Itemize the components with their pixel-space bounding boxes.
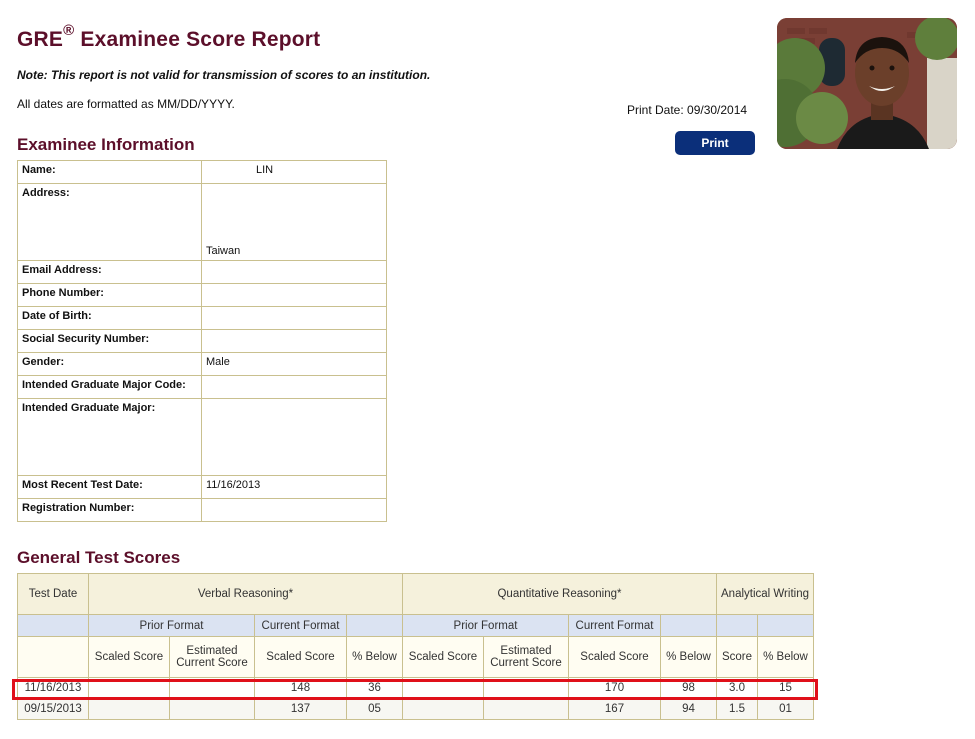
blank-cell	[18, 615, 89, 637]
address-label: Address:	[18, 184, 202, 261]
blank-cell	[661, 615, 717, 637]
row-verbal-prior	[89, 678, 170, 699]
address-value: Taiwan	[202, 184, 387, 261]
phone-value	[202, 284, 387, 307]
name-value: LIN	[202, 161, 387, 184]
quant-current-scaled-header: Scaled Score	[569, 637, 661, 678]
row-quant-below: 98	[661, 678, 717, 699]
print-date: Print Date: 09/30/2014	[627, 103, 748, 117]
verbal-header: Verbal Reasoning*	[89, 574, 403, 615]
verbal-current-scaled-header: Scaled Score	[255, 637, 347, 678]
page-title: GRE® Examinee Score Report	[17, 22, 321, 51]
quant-scaled-header: Scaled Score	[403, 637, 484, 678]
major-code-value	[202, 376, 387, 399]
table-row	[18, 284, 387, 307]
table-row	[18, 307, 387, 330]
general-scores-heading: General Test Scores	[17, 548, 181, 567]
gender-value: Male	[202, 353, 387, 376]
ssn-value	[202, 330, 387, 353]
row-date: 09/15/2013	[18, 699, 89, 720]
row-quant-prior	[403, 678, 484, 699]
blank-cell	[18, 637, 89, 678]
row-verbal-below: 36	[347, 678, 403, 699]
blank-cell	[717, 615, 758, 637]
table-row	[18, 353, 387, 376]
table-row	[18, 699, 814, 720]
general-scores-table	[17, 573, 814, 720]
verbal-estimated-header: Estimated Current Score	[170, 637, 255, 678]
table-column-row	[18, 637, 814, 678]
row-quant-est	[484, 678, 569, 699]
table-row	[18, 161, 387, 184]
email-value	[202, 261, 387, 284]
row-verbal-prior	[89, 699, 170, 720]
recent-test-date-value: 11/16/2013	[202, 476, 387, 499]
row-date: 11/16/2013	[18, 678, 89, 699]
row-verbal-est	[170, 699, 255, 720]
row-writing-below: 01	[758, 699, 814, 720]
dob-label: Date of Birth:	[18, 307, 202, 330]
row-writing-score: 1.5	[717, 699, 758, 720]
table-row	[18, 261, 387, 284]
registration-number-value	[202, 499, 387, 522]
quant-prior-format-header: Prior Format	[403, 615, 569, 637]
row-quant-scaled: 167	[569, 699, 661, 720]
table-row	[18, 499, 387, 522]
verbal-current-format-header: Current Format	[255, 615, 347, 637]
verbal-below-header: % Below	[347, 637, 403, 678]
ssn-label: Social Security Number:	[18, 330, 202, 353]
blank-cell	[347, 615, 403, 637]
major-label: Intended Graduate Major:	[18, 399, 202, 476]
registration-number-label: Registration Number:	[18, 499, 202, 522]
quant-estimated-header: Estimated Current Score	[484, 637, 569, 678]
dob-value	[202, 307, 387, 330]
print-button[interactable]: Print	[675, 131, 755, 155]
row-quant-scaled: 170	[569, 678, 661, 699]
row-quant-prior	[403, 699, 484, 720]
table-subheader-row	[18, 615, 814, 637]
quant-current-format-header: Current Format	[569, 615, 661, 637]
table-row	[18, 376, 387, 399]
table-row	[18, 678, 814, 699]
major-code-label: Intended Graduate Major Code:	[18, 376, 202, 399]
row-quant-below: 94	[661, 699, 717, 720]
row-verbal-est	[170, 678, 255, 699]
examinee-info-heading: Examinee Information	[17, 135, 195, 154]
writing-score-header: Score	[717, 637, 758, 678]
row-verbal-scaled: 148	[255, 678, 347, 699]
table-header-row	[18, 574, 814, 615]
date-format-note: All dates are formatted as MM/DD/YYYY.	[17, 97, 235, 111]
table-row	[18, 184, 387, 261]
verbal-prior-format-header: Prior Format	[89, 615, 255, 637]
table-row	[18, 399, 387, 476]
row-verbal-scaled: 137	[255, 699, 347, 720]
row-quant-est	[484, 699, 569, 720]
table-row	[18, 330, 387, 353]
blank-cell	[758, 615, 814, 637]
row-writing-score: 3.0	[717, 678, 758, 699]
examinee-photo	[777, 18, 957, 149]
quant-header: Quantitative Reasoning*	[403, 574, 717, 615]
quant-below-header: % Below	[661, 637, 717, 678]
gender-label: Gender:	[18, 353, 202, 376]
phone-label: Phone Number:	[18, 284, 202, 307]
row-writing-below: 15	[758, 678, 814, 699]
verbal-scaled-header: Scaled Score	[89, 637, 170, 678]
examinee-info-table	[17, 160, 387, 522]
name-label: Name:	[18, 161, 202, 184]
row-verbal-below: 05	[347, 699, 403, 720]
validity-note: Note: This report is not valid for transmission of scores to an institution.	[17, 68, 431, 82]
recent-test-date-label: Most Recent Test Date:	[18, 476, 202, 499]
major-value	[202, 399, 387, 476]
writing-header: Analytical Writing	[717, 574, 814, 615]
writing-below-header: % Below	[758, 637, 814, 678]
table-row	[18, 476, 387, 499]
test-date-header: Test Date	[18, 574, 89, 615]
email-label: Email Address:	[18, 261, 202, 284]
